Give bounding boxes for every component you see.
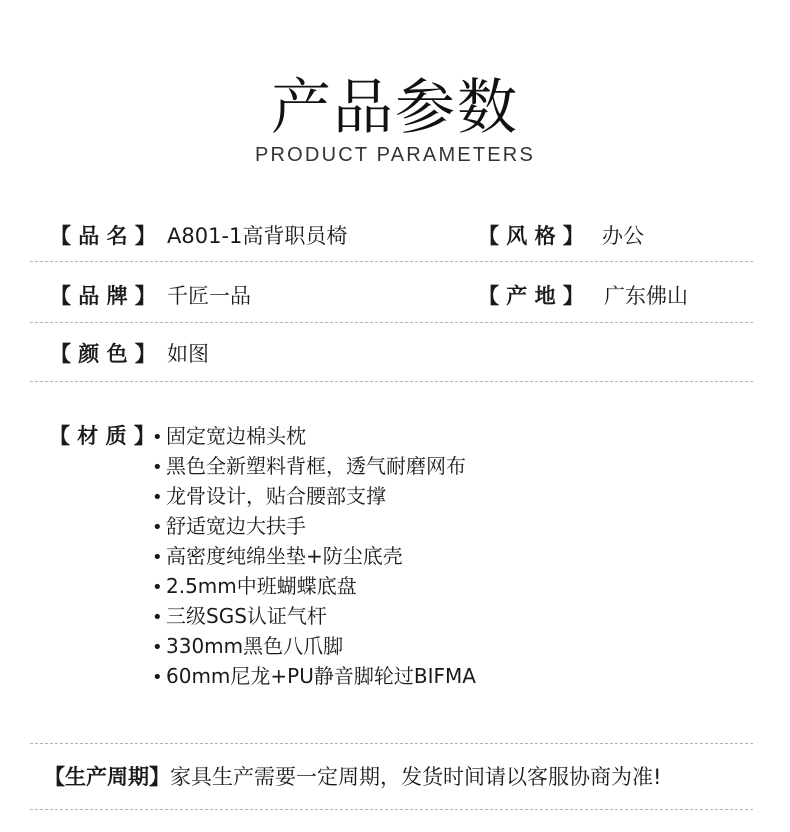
material-item [152, 631, 476, 661]
material-text: 2.5mm中班蝴蝶底盘 [166, 574, 357, 598]
divider [30, 381, 753, 382]
bullet-icon: • [152, 577, 163, 598]
production-period [44, 757, 661, 797]
brand-value: 千匠一品 [167, 284, 251, 308]
color-value: 如图 [167, 342, 209, 366]
style-value: 办公 [602, 224, 644, 248]
bullet-icon: • [152, 517, 163, 538]
param-row-color [30, 334, 753, 374]
material-text: 黑色全新塑料背框，透气耐磨网布 [166, 454, 466, 478]
page-title: 产品参数 [271, 73, 519, 143]
material-text: 龙骨设计，贴合腰部支撑 [166, 484, 386, 508]
bullet-icon: • [152, 607, 163, 628]
material-item [152, 451, 476, 481]
material-item [152, 511, 476, 541]
color-label: 【 颜 色 】 [50, 342, 156, 366]
material-label: 【 材 质 】 [49, 424, 155, 448]
material-text: 高密度纯绵坐垫+防尘底壳 [166, 544, 403, 568]
bullet-icon: • [152, 637, 163, 658]
material-item [152, 571, 476, 601]
material-item [152, 541, 476, 571]
divider [30, 809, 753, 810]
production-text: 家具生产需要一定周期，发货时间请以客服协商为准! [170, 765, 662, 789]
divider [30, 322, 753, 323]
divider [30, 743, 753, 744]
material-text: 三级SGS认证气杆 [166, 604, 327, 628]
bullet-icon: • [152, 457, 163, 478]
production-label: 【生产周期】 [44, 765, 170, 789]
bullet-icon: • [152, 547, 163, 568]
material-text: 舒适宽边大扶手 [166, 514, 306, 538]
brand-label: 【 品 牌 】 [50, 284, 156, 308]
name-value: A801-1高背职员椅 [167, 224, 348, 248]
page-subtitle: PRODUCT PARAMETERS [254, 144, 535, 166]
material-list [152, 421, 476, 691]
name-label: 【 品 名 】 [50, 224, 156, 248]
divider [30, 261, 753, 262]
material-text: 60mm尼龙+PU静音脚轮过BIFMA [166, 664, 476, 688]
origin-value: 广东佛山 [604, 284, 688, 308]
origin-label: 【 产 地 】 [478, 284, 584, 308]
material-text: 固定宽边棉头枕 [166, 424, 306, 448]
bullet-icon: • [152, 487, 163, 508]
param-row-brand-origin [30, 276, 753, 316]
bullet-icon: • [152, 427, 163, 448]
material-item [152, 601, 476, 631]
material-item [152, 421, 476, 451]
bullet-icon: • [152, 667, 163, 688]
material-item [152, 661, 476, 691]
param-row-name-style [30, 216, 753, 256]
style-label: 【 风 格 】 [478, 224, 584, 248]
material-text: 330mm黑色八爪脚 [166, 634, 344, 658]
material-item [152, 481, 476, 511]
